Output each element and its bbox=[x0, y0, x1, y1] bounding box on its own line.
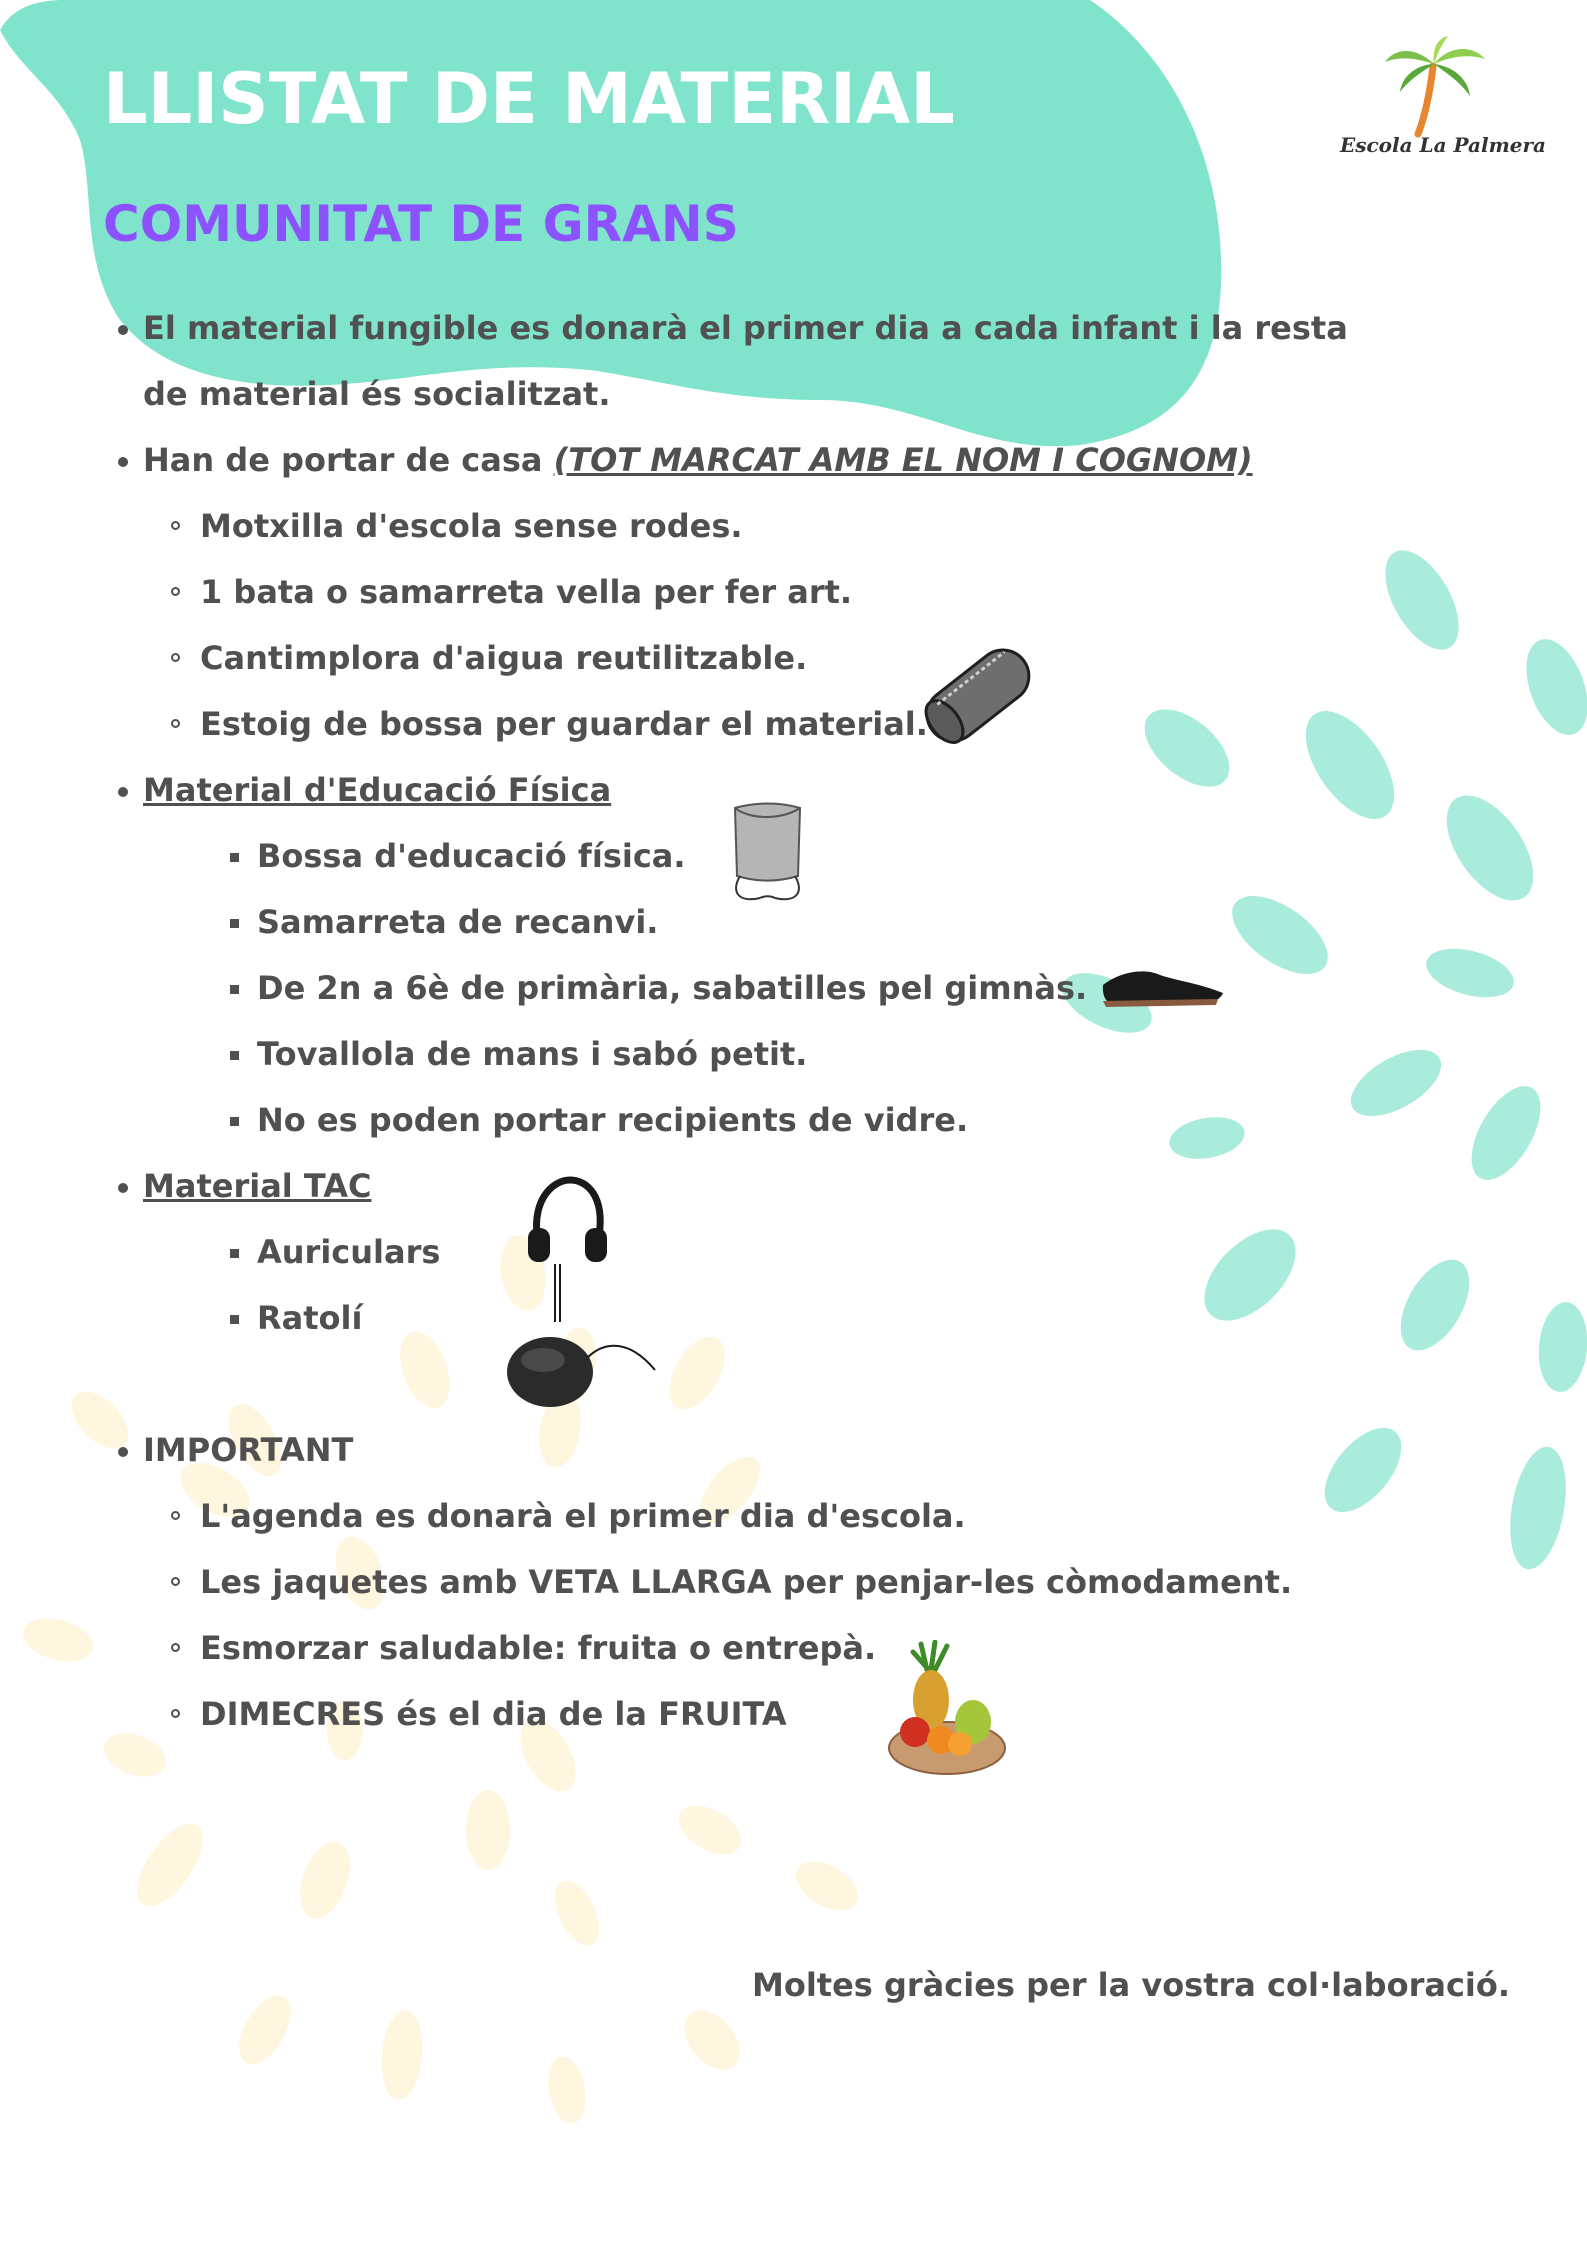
tac-item: Auriculars bbox=[257, 1233, 441, 1271]
bullet bbox=[171, 587, 180, 596]
home-item: Cantimplora d'aigua reutilitzable. bbox=[200, 639, 808, 677]
bullet bbox=[171, 719, 180, 728]
pe-heading: Material d'Educació Física bbox=[143, 771, 612, 809]
bullet bbox=[171, 1577, 180, 1586]
important-item: Esmorzar saludable: fruita o entrepà. bbox=[200, 1629, 877, 1667]
bullet bbox=[230, 853, 239, 862]
bullet bbox=[230, 1315, 239, 1324]
pencil-case-icon bbox=[915, 640, 1040, 750]
pe-item: Samarreta de recanvi. bbox=[257, 903, 659, 941]
bullet bbox=[118, 457, 128, 467]
important-heading: IMPORTANT bbox=[143, 1431, 354, 1469]
home-heading bbox=[143, 440, 1253, 480]
bullet bbox=[118, 1183, 128, 1193]
important-item: DIMECRES és el dia de la FRUITA bbox=[200, 1695, 787, 1733]
drawstring-bag-icon bbox=[720, 798, 815, 908]
bullet bbox=[118, 787, 128, 797]
intro-line-1: El material fungible es donarà el primer dia a cada infant i la resta bbox=[143, 309, 1348, 347]
pe-item: No es poden portar recipients de vidre. bbox=[257, 1101, 969, 1139]
bullet bbox=[171, 1511, 180, 1520]
bullet bbox=[230, 1117, 239, 1126]
bullet bbox=[171, 521, 180, 530]
bullet bbox=[230, 919, 239, 928]
bullet bbox=[171, 653, 180, 662]
bullet bbox=[171, 1643, 180, 1652]
tac-item: Ratolí bbox=[257, 1299, 363, 1337]
mouse-icon bbox=[505, 1330, 660, 1415]
bullet bbox=[118, 1447, 128, 1457]
bullet bbox=[230, 1051, 239, 1060]
headphones-icon bbox=[525, 1176, 610, 1324]
home-note: (TOT MARCAT AMB EL NOM I COGNOM) bbox=[553, 441, 1253, 479]
intro-line-2: de material és socialitzat. bbox=[143, 375, 611, 413]
tac-heading: Material TAC bbox=[143, 1167, 372, 1205]
slipper-shoe-icon bbox=[1098, 955, 1228, 1015]
pe-item: De 2n a 6è de primària, sabatilles pel gimnàs. bbox=[257, 969, 1088, 1007]
cream-petals bbox=[18, 1232, 866, 2127]
teal-petals bbox=[1053, 538, 1587, 1573]
bullet bbox=[118, 325, 128, 335]
bullet bbox=[230, 985, 239, 994]
pe-item: Bossa d'educació física. bbox=[257, 837, 686, 875]
bullet bbox=[230, 1249, 239, 1258]
bullet bbox=[171, 1709, 180, 1718]
home-item: Motxilla d'escola sense rodes. bbox=[200, 507, 743, 545]
page-title: LLISTAT DE MATERIAL bbox=[103, 58, 955, 140]
logo-text: Escola La Palmera bbox=[1340, 133, 1546, 157]
home-label: Han de portar de casa bbox=[143, 441, 554, 479]
home-item: 1 bata o samarreta vella per fer art. bbox=[200, 573, 853, 611]
pe-item: Tovallola de mans i sabó petit. bbox=[257, 1035, 808, 1073]
home-item: Estoig de bossa per guardar el material. bbox=[200, 705, 928, 743]
important-item: L'agenda es donarà el primer dia d'escola. bbox=[200, 1497, 966, 1535]
important-item: Les jaquetes amb VETA LLARGA per penjar-les còmodament. bbox=[200, 1563, 1293, 1601]
thanks-text: Moltes gràcies per la vostra col·laboració. bbox=[752, 1966, 1511, 2004]
fruit-bowl-icon bbox=[885, 1640, 1010, 1780]
page-subtitle: COMUNITAT DE GRANS bbox=[103, 195, 739, 253]
